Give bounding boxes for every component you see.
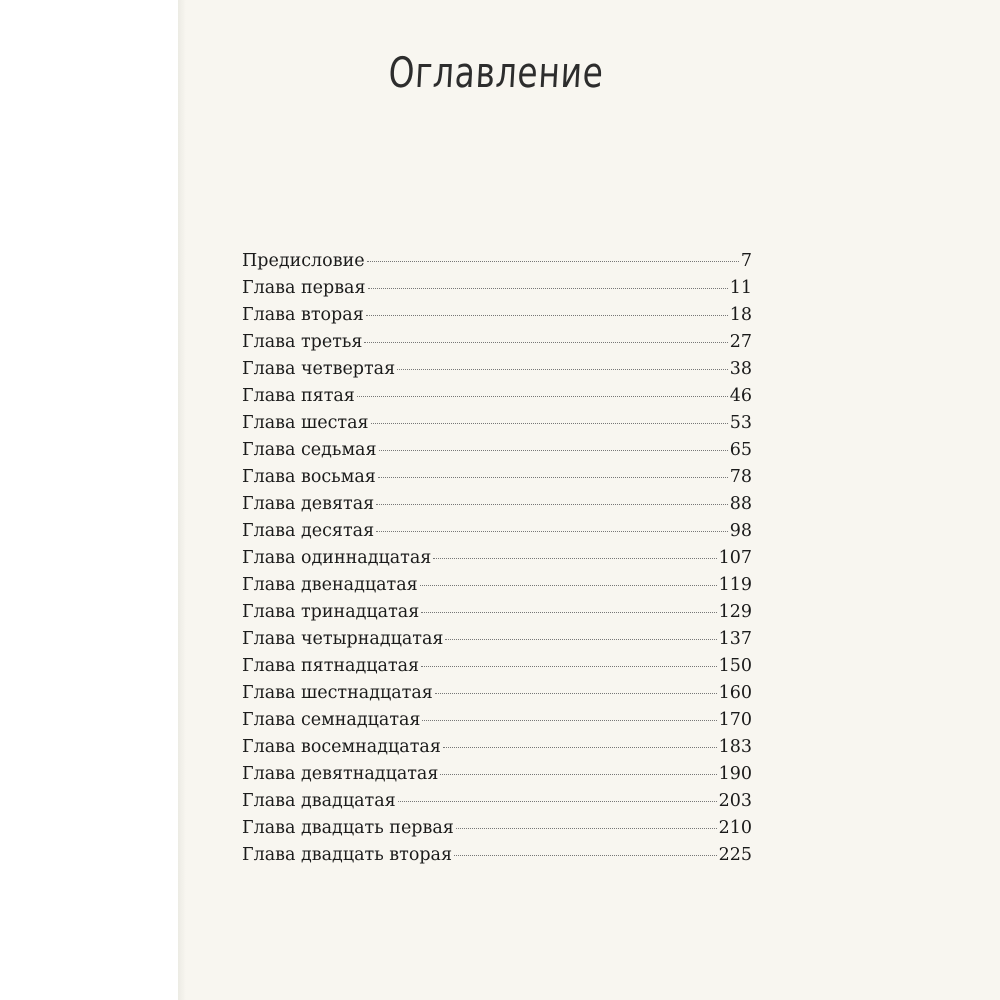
dot-leader <box>443 747 717 748</box>
toc-entry <box>242 302 752 329</box>
toc-page-number: 203 <box>718 791 752 811</box>
toc-page-number: 129 <box>718 602 752 622</box>
dot-leader <box>398 801 717 802</box>
toc-entry-title: Глава двадцать первая <box>242 818 454 838</box>
dot-leader <box>367 261 739 262</box>
toc-entry <box>242 842 752 869</box>
toc-page-number: 46 <box>729 386 752 406</box>
toc-entry-title: Глава третья <box>242 332 363 352</box>
toc-entry <box>242 329 752 356</box>
toc-entry-title: Глава первая <box>242 278 366 298</box>
dot-leader <box>368 288 728 289</box>
toc-page-number: 183 <box>718 737 752 757</box>
toc-entry-title: Глава девятая <box>242 494 375 514</box>
dot-leader <box>433 558 716 559</box>
toc-entry-title: Глава седьмая <box>242 440 377 460</box>
toc-entry <box>242 815 752 842</box>
toc-entry <box>242 545 752 572</box>
toc-page-number: 53 <box>729 413 752 433</box>
toc-entry-title: Глава тринадцатая <box>242 602 420 622</box>
dot-leader <box>397 369 728 370</box>
toc-entry-title: Глава двенадцатая <box>242 575 418 595</box>
page-title: Оглавление <box>387 48 606 97</box>
toc-entry <box>242 680 752 707</box>
toc-entry <box>242 464 752 491</box>
toc-entry-title: Глава двадцатая <box>242 791 396 811</box>
toc-page-number: 78 <box>729 467 752 487</box>
dot-leader <box>366 315 728 316</box>
toc-page-number: 170 <box>718 710 752 730</box>
toc-page-number: 225 <box>718 845 752 865</box>
dot-leader <box>371 423 728 424</box>
toc-entry <box>242 572 752 599</box>
dot-leader <box>421 666 717 667</box>
toc-entry <box>242 275 752 302</box>
toc-entry-title: Глава четырнадцатая <box>242 629 444 649</box>
toc-entry <box>242 383 752 410</box>
toc-entry-title: Предисловие <box>242 251 365 271</box>
toc-page-number: 98 <box>729 521 752 541</box>
toc-page-number: 160 <box>718 683 752 703</box>
dot-leader <box>445 639 716 640</box>
toc-entry-title: Глава вторая <box>242 305 364 325</box>
toc-entry-title: Глава восемнадцатая <box>242 737 441 757</box>
toc-entry <box>242 788 752 815</box>
toc-entry-title: Глава шестнадцатая <box>242 683 433 703</box>
toc-entry-title: Глава одиннадцатая <box>242 548 432 568</box>
dot-leader <box>357 396 728 397</box>
dot-leader <box>422 720 716 721</box>
dot-leader <box>456 828 717 829</box>
dot-leader <box>421 612 716 613</box>
dot-leader <box>435 693 717 694</box>
toc-entry-title: Глава двадцать вторая <box>242 845 453 865</box>
toc-entry <box>242 653 752 680</box>
toc-entry <box>242 761 752 788</box>
toc-page-number: 65 <box>729 440 752 460</box>
toc-entry <box>242 599 752 626</box>
toc-page-number: 190 <box>718 764 752 784</box>
toc-entry-title: Глава десятая <box>242 521 375 541</box>
toc-page-number: 210 <box>718 818 752 838</box>
toc-page-number: 18 <box>729 305 752 325</box>
toc-entry-title: Глава восьмая <box>242 467 376 487</box>
dot-leader <box>440 774 716 775</box>
toc-entry-title: Глава девятнадцатая <box>242 764 439 784</box>
toc-entry-title: Глава четвертая <box>242 359 396 379</box>
toc-entry <box>242 626 752 653</box>
toc-entry <box>242 518 752 545</box>
toc-entry <box>242 437 752 464</box>
toc-page-number: 119 <box>718 575 752 595</box>
dot-leader <box>364 342 727 343</box>
table-of-contents <box>242 248 752 869</box>
dot-leader <box>378 477 728 478</box>
toc-page-number: 7 <box>740 251 752 271</box>
toc-entry <box>242 707 752 734</box>
toc-page-number: 137 <box>718 629 752 649</box>
dot-leader <box>454 855 717 856</box>
toc-entry <box>242 410 752 437</box>
toc-entry <box>242 491 752 518</box>
dot-leader <box>420 585 717 586</box>
dot-leader <box>376 531 728 532</box>
toc-page-number: 150 <box>718 656 752 676</box>
toc-entry-title: Глава пятая <box>242 386 355 406</box>
toc-page-number: 107 <box>718 548 752 568</box>
toc-page-number: 38 <box>729 359 752 379</box>
toc-page-number: 27 <box>729 332 752 352</box>
dot-leader <box>376 504 728 505</box>
toc-entry <box>242 356 752 383</box>
toc-entry <box>242 734 752 761</box>
toc-entry-title: Глава пятнадцатая <box>242 656 420 676</box>
toc-entry <box>242 248 752 275</box>
toc-page-number: 88 <box>729 494 752 514</box>
toc-page-number: 11 <box>729 278 752 298</box>
toc-entry-title: Глава шестая <box>242 413 369 433</box>
toc-entry-title: Глава семнадцатая <box>242 710 421 730</box>
dot-leader <box>379 450 728 451</box>
